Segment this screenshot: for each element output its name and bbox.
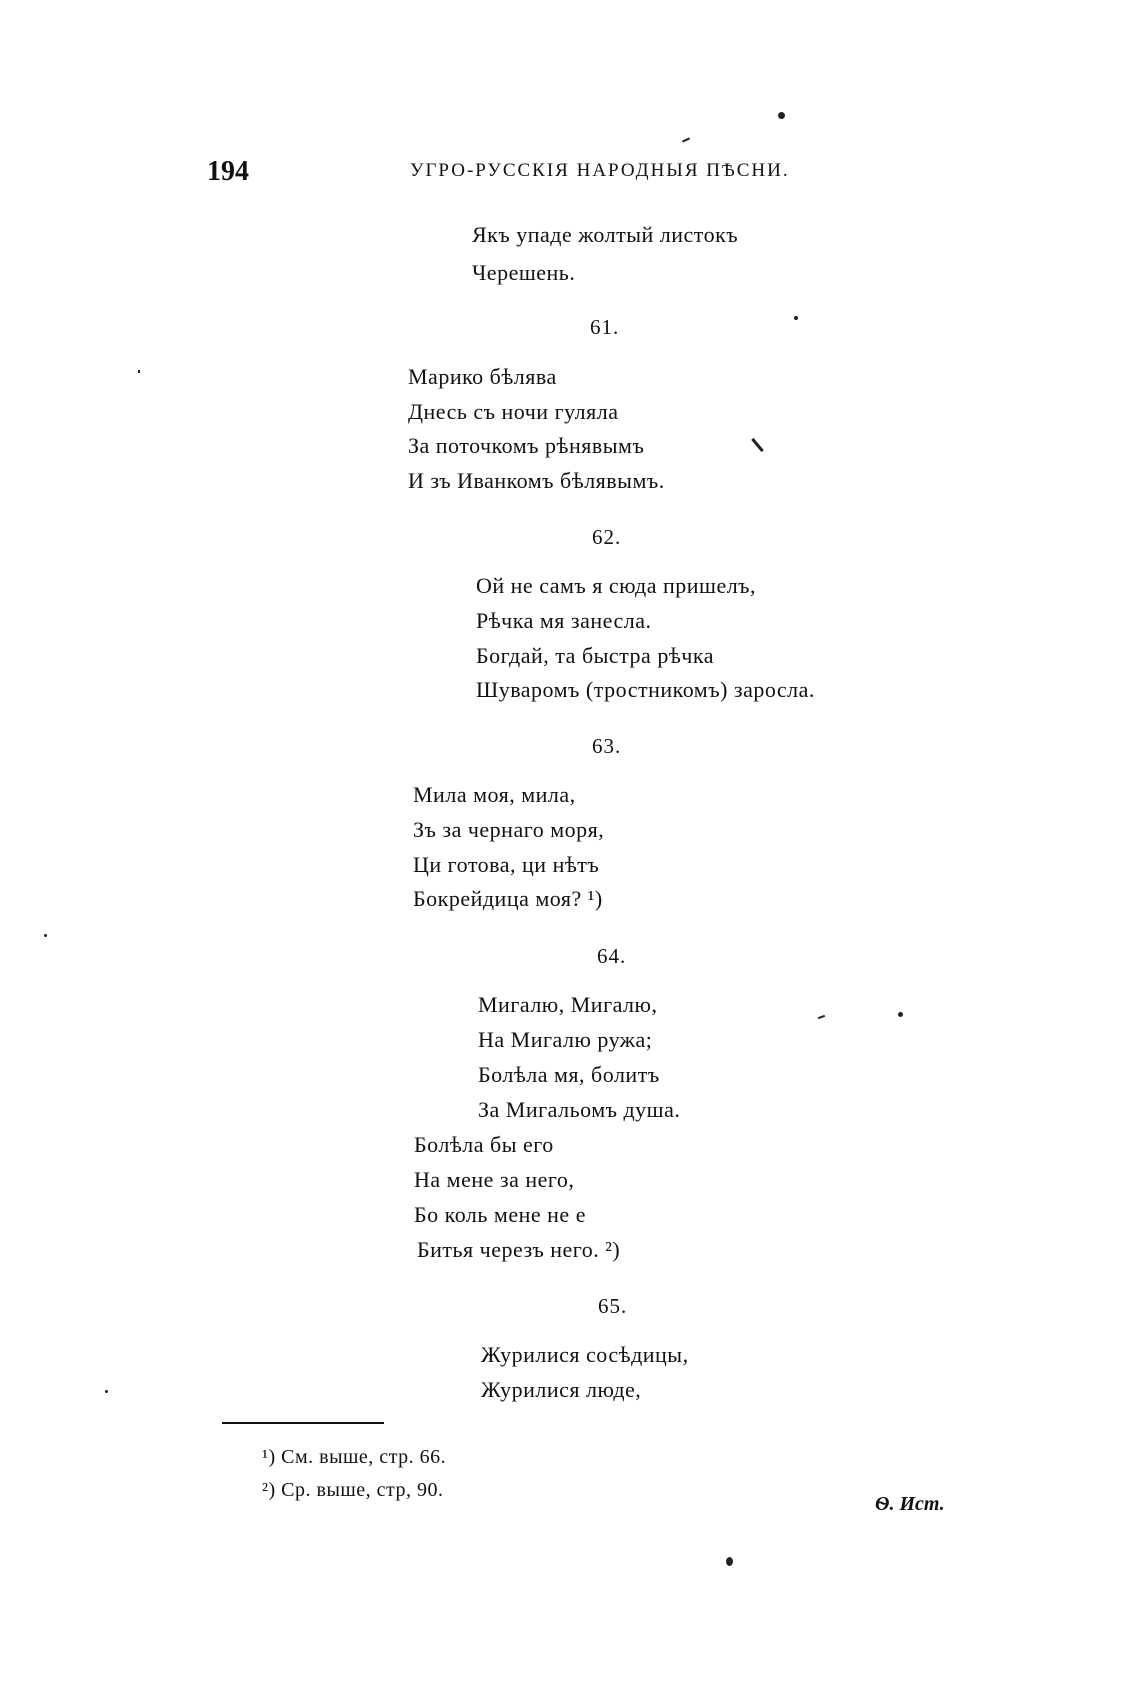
ink-speck <box>777 111 787 121</box>
verse-line: Днесь съ ночи гуляла <box>408 399 619 424</box>
verse-line: Ой не самъ я сюда пришелъ, <box>476 573 757 598</box>
page-number: 194 <box>207 156 249 187</box>
ink-speck <box>818 1015 825 1019</box>
footnote: ²) Ср. выше, стр, 90. <box>262 1479 444 1501</box>
verse-line: Мигалю, Мигалю, <box>478 992 658 1017</box>
verse-line: Рѣчка мя занесла. <box>476 608 652 633</box>
ink-speck <box>794 316 798 320</box>
signature: Ѳ. Ист. <box>875 1493 945 1515</box>
verse-line: Якъ упаде жолтый листокъ <box>472 222 739 247</box>
song-number: 65. <box>598 1294 628 1318</box>
verse-line: Болѣла мя, болитъ <box>478 1062 660 1087</box>
verse-line: За поточкомъ рѣнявымъ <box>408 433 645 458</box>
ink-speck <box>682 137 690 142</box>
verse-line: Шуваромъ (тростникомъ) заросла. <box>476 677 815 702</box>
song-number: 63. <box>592 734 622 758</box>
verse-line: Болѣла бы его <box>414 1132 554 1157</box>
verse-line: И зъ Иванкомъ бѣлявымъ. <box>408 468 665 493</box>
verse-line: Ци готова, ци нѣтъ <box>413 852 600 877</box>
verse-line: За Мигальомъ душа. <box>478 1097 681 1122</box>
ink-speck <box>898 1012 903 1017</box>
ink-speck <box>138 370 140 373</box>
verse-line: Журилися люде, <box>481 1377 642 1402</box>
ink-speck <box>726 1557 733 1566</box>
footnote-rule <box>222 1422 384 1424</box>
footnote: ¹) См. выше, стр. 66. <box>262 1446 447 1468</box>
verse-line: Бо коль мене не е <box>414 1202 586 1227</box>
verse-line: Журилися сосѣдицы, <box>481 1342 689 1367</box>
verse-line: На мене за него, <box>414 1167 575 1192</box>
running-title: УГРО-РУССКІЯ НАРОДНЫЯ ПѢСНИ. <box>410 160 790 181</box>
verse-line: Бокрейдица моя? ¹) <box>413 886 603 911</box>
verse-line: На Мигалю ружа; <box>478 1027 653 1052</box>
verse-line: Богдай, та быстра рѣчка <box>476 643 714 668</box>
song-number: 61. <box>590 315 620 339</box>
ink-speck <box>751 438 764 452</box>
song-number: 62. <box>592 525 622 549</box>
ink-speck <box>105 1390 108 1393</box>
ink-speck <box>44 934 47 937</box>
verse-line: Марико бѣлява <box>408 364 557 389</box>
song-number: 64. <box>597 944 627 968</box>
verse-line: Черешень. <box>472 260 576 285</box>
verse-line: Битья черезъ него. ²) <box>417 1237 621 1262</box>
verse-line: Мила моя, мила, <box>413 782 576 807</box>
verse-line: Зъ за чернаго моря, <box>413 817 605 842</box>
